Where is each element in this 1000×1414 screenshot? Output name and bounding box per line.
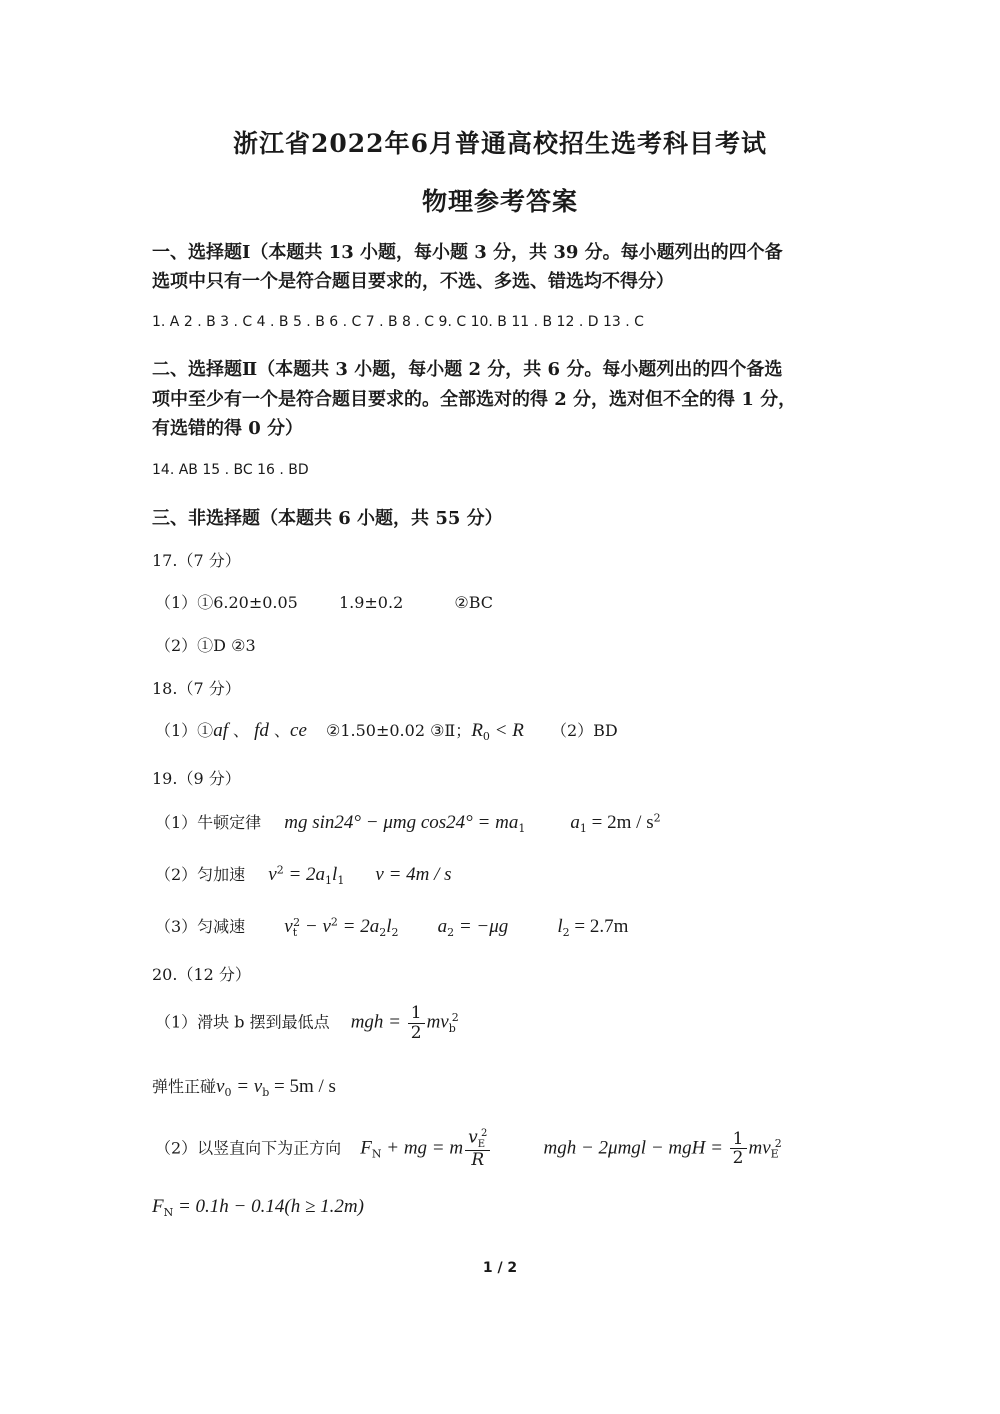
q20-p2-eq1-num-sub: E	[477, 1139, 486, 1151]
q20-part2	[155, 1128, 782, 1170]
q19-p3-res2-val: = 2.7m	[569, 916, 629, 937]
q18-p1-f: < R	[489, 720, 524, 741]
q19-part3	[155, 914, 628, 939]
q20-p2-eq2-frac	[730, 1130, 747, 1168]
q18-sep2: 、	[268, 721, 291, 740]
q18-p1-label: （1）①	[155, 721, 214, 740]
q20-fn	[152, 1196, 364, 1219]
q19-p3-res2-sub: 2	[562, 926, 570, 940]
q20-p1-eq-right-sup: 2	[451, 1011, 459, 1025]
q20-p2-label: （2）以竖直向下为正方向	[155, 1138, 342, 1158]
q19-p1-res-val: = 2m / s	[586, 812, 654, 833]
q19-p3-eq-d-sub: 2	[391, 926, 399, 940]
q18-sep1: 、	[227, 721, 255, 740]
q20-collision-eq-b: = v	[231, 1076, 263, 1097]
q19-p3-res1-sub: 2	[447, 926, 455, 940]
q20-p2-eq1-frac	[465, 1128, 490, 1170]
q20-collision-eq-c: = 5m / s	[269, 1076, 336, 1097]
q20-p1-frac	[408, 1004, 425, 1042]
q19-p3-eq-d: l	[386, 916, 392, 937]
section1-line2: 选项中只有一个是符合题目要求的，不选、多选、错选均不得分）	[152, 271, 674, 292]
q20-fn-a-sub: N	[163, 1206, 174, 1220]
q18-header: 18.（7 分）	[152, 679, 241, 698]
q20-collision	[152, 1074, 336, 1099]
q20-p2-eq1-mid: + mg = m	[381, 1137, 464, 1159]
q20-collision-eq-b-sub: b	[262, 1086, 270, 1100]
q19-p1-res: a	[570, 812, 580, 833]
q20-p2-eq2-den: 2	[732, 1148, 744, 1169]
q20-header: 20.（12 分）	[152, 965, 251, 984]
q18-p1-b: fd	[254, 720, 269, 741]
q20-p1-eq-right: mv	[426, 1011, 449, 1033]
section2-line3: 有选错的得 0 分）	[152, 418, 304, 439]
q19-p1-eq-sub: 1	[518, 822, 526, 836]
section2-line1: 二、选择题Ⅱ（本题共 3 小题，每小题 2 分，共 6 分。每小题列出的四个备选	[152, 359, 783, 380]
q19-p2-eq-l: l	[332, 864, 338, 885]
q17-part1	[155, 590, 493, 613]
q19-p2-eq-sup: 2	[276, 863, 284, 877]
q19-p2-eq-sub1: 1	[325, 874, 333, 888]
q20-p2-eq1-left: F	[360, 1137, 372, 1159]
q20-p2-eq2-right-sup: 2	[774, 1137, 782, 1151]
q20-collision-label: 弹性正碰	[152, 1077, 217, 1096]
page-title: 浙江省2022年6月普通高校招生选考科目考试	[233, 129, 767, 158]
q19-part1	[155, 810, 661, 835]
q19-p1-eq: mg sin24° − μmg cos24° = ma	[284, 812, 519, 833]
section2-answers: 14. AB 15 . BC 16 . BD	[152, 462, 309, 478]
q18-p1-a: af	[213, 720, 228, 741]
q19-p3-eq-a-sup: 2	[293, 915, 301, 929]
q17-p1-label: （1）	[155, 593, 198, 612]
q19-p3-res1: a	[437, 916, 448, 937]
q20-collision-eq-a-sub: 0	[224, 1086, 232, 1100]
q19-p2-eq-sub2: 1	[337, 874, 345, 888]
q19-p2-label: （2）匀加速	[155, 865, 246, 884]
page-subtitle: 物理参考答案	[421, 187, 578, 216]
q19-part2	[155, 862, 452, 887]
q20-p2-eq1-num: v	[468, 1127, 478, 1148]
q19-p3-res2: l	[557, 916, 563, 937]
q19-p3-res1-val: = −μg	[454, 916, 509, 937]
q18-part2: （2）BD	[550, 721, 618, 740]
q19-p3-eq-c-sub: 2	[379, 926, 387, 940]
q20-p1-eq-right-sub: b	[448, 1021, 456, 1035]
q20-p1-label: （1）滑块 b 摆到最低点	[155, 1012, 330, 1032]
q19-p2-res: v = 4m / s	[375, 864, 452, 885]
q20-part1	[155, 1004, 459, 1042]
section2-line2: 项中至少有一个是符合题目要求的。全部选对的得 2 分，选对但不全的得 1 分，	[152, 389, 797, 410]
q20-p2-eq2-right-sub: E	[770, 1147, 779, 1161]
q19-p3-eq-a-sub: t	[292, 926, 298, 940]
q19-p1-label: （1）牛顿定律	[155, 813, 262, 832]
q20-p2-eq1-left-sub: N	[371, 1147, 382, 1161]
q20-p2-eq2-right: mv	[748, 1137, 771, 1159]
section3-heading: 三、非选择题（本题共 6 小题，共 55 分）	[152, 508, 503, 529]
q20-collision-eq-a: v	[216, 1076, 225, 1097]
q17-p1-b: 1.9±0.2	[338, 593, 404, 612]
q19-p1-res-sub: 1	[579, 822, 587, 836]
section1-answers: 1. A 2 . B 3 . C 4 . B 5 . B 6 . C 7 . B 8 . C 9. C 10. B 11 . B 12 . D 13 . C	[152, 314, 644, 330]
q18-p1-c: ce	[290, 720, 307, 741]
q17-p1-c: ②BC	[454, 593, 493, 612]
q18-p1-e-sub: 0	[482, 730, 490, 744]
q19-p3-eq-b-sup: 2	[330, 915, 338, 929]
q17-p1-a: ①6.20±0.05	[197, 593, 298, 612]
q20-p1-frac-den: 2	[410, 1022, 422, 1043]
section1-line1: 一、选择题Ⅰ（本题共 13 小题，每小题 3 分，共 39 分。每小题列出的四个备	[152, 242, 783, 263]
q17-header: 17.（7 分）	[152, 551, 241, 570]
q18-p1-e: R	[471, 720, 483, 741]
q18-p1-d: ②1.50±0.02 ③Ⅱ；	[326, 721, 472, 740]
q19-p3-label: （3）匀减速	[155, 917, 246, 936]
q19-p3-eq-c: = 2a	[337, 916, 380, 937]
q20-p1-frac-num: 1	[408, 1004, 425, 1024]
q20-p2-eq1-num-sup: 2	[481, 1128, 488, 1139]
q20-p2-eq2-left: mgh − 2μmgl − mgH =	[543, 1137, 728, 1159]
q20-p2-eq2-num: 1	[730, 1130, 747, 1150]
q19-p1-res-sup: 2	[653, 811, 661, 825]
q20-p1-eq-left: mgh =	[350, 1011, 406, 1033]
page-number: 1 / 2	[482, 1260, 518, 1276]
q19-p2-eq: v	[268, 864, 277, 885]
q19-p3-eq-a: v	[284, 916, 293, 937]
q20-fn-a: F	[152, 1196, 164, 1217]
q19-p2-eq-rest: = 2a	[283, 864, 326, 885]
q17-part2: （2）①D ②3	[155, 636, 256, 655]
q19-p3-eq-b: − v	[300, 916, 331, 937]
q19-header: 19.（9 分）	[152, 769, 241, 788]
q18-part1	[155, 718, 618, 743]
q20-p2-eq1-den: R	[471, 1150, 485, 1171]
q20-fn-b: = 0.1h − 0.14(h ≥ 1.2m)	[173, 1196, 364, 1217]
